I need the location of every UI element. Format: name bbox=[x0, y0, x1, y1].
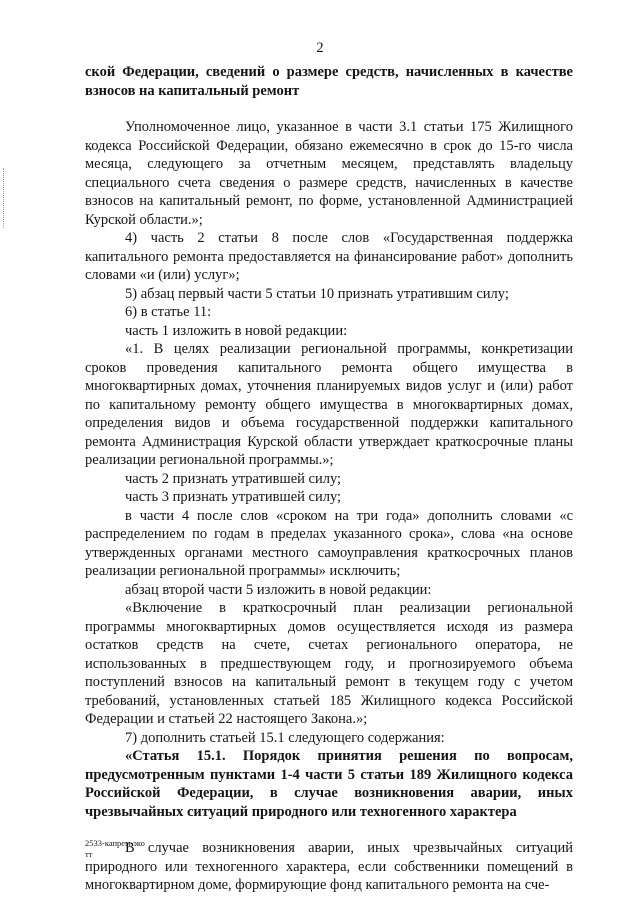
margin-marks bbox=[3, 168, 8, 228]
paragraph: часть 3 признать утратившей силу; bbox=[125, 489, 342, 505]
document-footer bbox=[85, 838, 145, 860]
paragraph: 6) в статье 11: bbox=[125, 304, 212, 320]
footer-code: 2533-капрем-эко bbox=[85, 838, 145, 848]
paragraph: «Включение в краткосрочный план реализации региональной программы многоквартирных домов осуществляется исходя из размера остатков средств на счете, счетах регионального оператора, не использованных в предшествующем году, и прогнозируемого объема поступлений взносов на капитальный ремонт в текущем году с учетом требований, установленных статьей 185 Жилищного кодекса Российской Федерации и статьей 22 настоящего Закона.»; bbox=[85, 600, 573, 727]
paragraph: 7) дополнить статьей 15.1 следующего содержания: bbox=[125, 729, 445, 746]
paragraph: часть 1 изложить в новой редакции: bbox=[125, 322, 348, 339]
paragraph: Уполномоченное лицо, указанное в части 3.1 статьи 175 Жилищного кодекса Российской Федерации, обязано ежемесячно в срок до 15-го числа месяца, следующего за отчетным месяцем, представлять владельцу специального счета сведения о размере средств, начисленных в качестве взносов на капитальный ремонт, по форме, установленной Администрацией Курской области.»; bbox=[85, 119, 573, 228]
paragraph: «1. В целях реализации региональной программы, конкретизации сроков проведения капитального ремонта общего имущества в многоквартирных домах, уточнения планируемых видов услуг и (или) работ по капитальному ремонту общего имущества в многоквартирных домах, определения видов и объема государственной поддержки капитального ремонта Администрация Курской области утверждает краткосрочные планы реализации региональной программы.»; bbox=[85, 341, 573, 468]
footer-initials: тт bbox=[85, 849, 93, 859]
paragraph: абзац второй части 5 изложить в новой редакции: bbox=[125, 581, 432, 598]
paragraph: в части 4 после слов «сроком на три года» дополнить словами «с распределением по годам в пределах указанного срока», слова «на основе утвержденных органами местного самоуправления краткосрочных планов реализации региональной программы» исключить; bbox=[85, 507, 573, 579]
paragraph: часть 2 признать утратившей силу; bbox=[125, 470, 342, 487]
heading-continuation: ской Федерации, сведений о размере средств, начисленных в качестве взносов на капитальный ремонт bbox=[85, 64, 573, 99]
paragraph: В случае возникновения аварии, иных чрезвычайных ситуаций природного или техногенного характера, если собственники помещений в многоквартирном доме, формирующие фонд капитального ремонта на сче- bbox=[85, 840, 573, 893]
article-heading: «Статья 15.1. Порядок принятия решения по вопросам, предусмотренным пунктами 1-4 части 5 статьи 189 Жилищного кодекса Российской Федерации, в случае возникновения аварии, иных чрезвычайных ситуаций природного или техногенного характера bbox=[85, 748, 573, 820]
paragraph: 5) абзац первый части 5 статьи 10 признать утратившим силу; bbox=[125, 285, 509, 302]
paragraph: 4) часть 2 статьи 8 после слов «Государственная поддержка капитального ремонта предоставляется на финансирование работ» дополнить словами «и (или) услуг»; bbox=[85, 230, 573, 283]
page-number: 2 bbox=[316, 40, 324, 56]
document-body bbox=[85, 63, 573, 895]
